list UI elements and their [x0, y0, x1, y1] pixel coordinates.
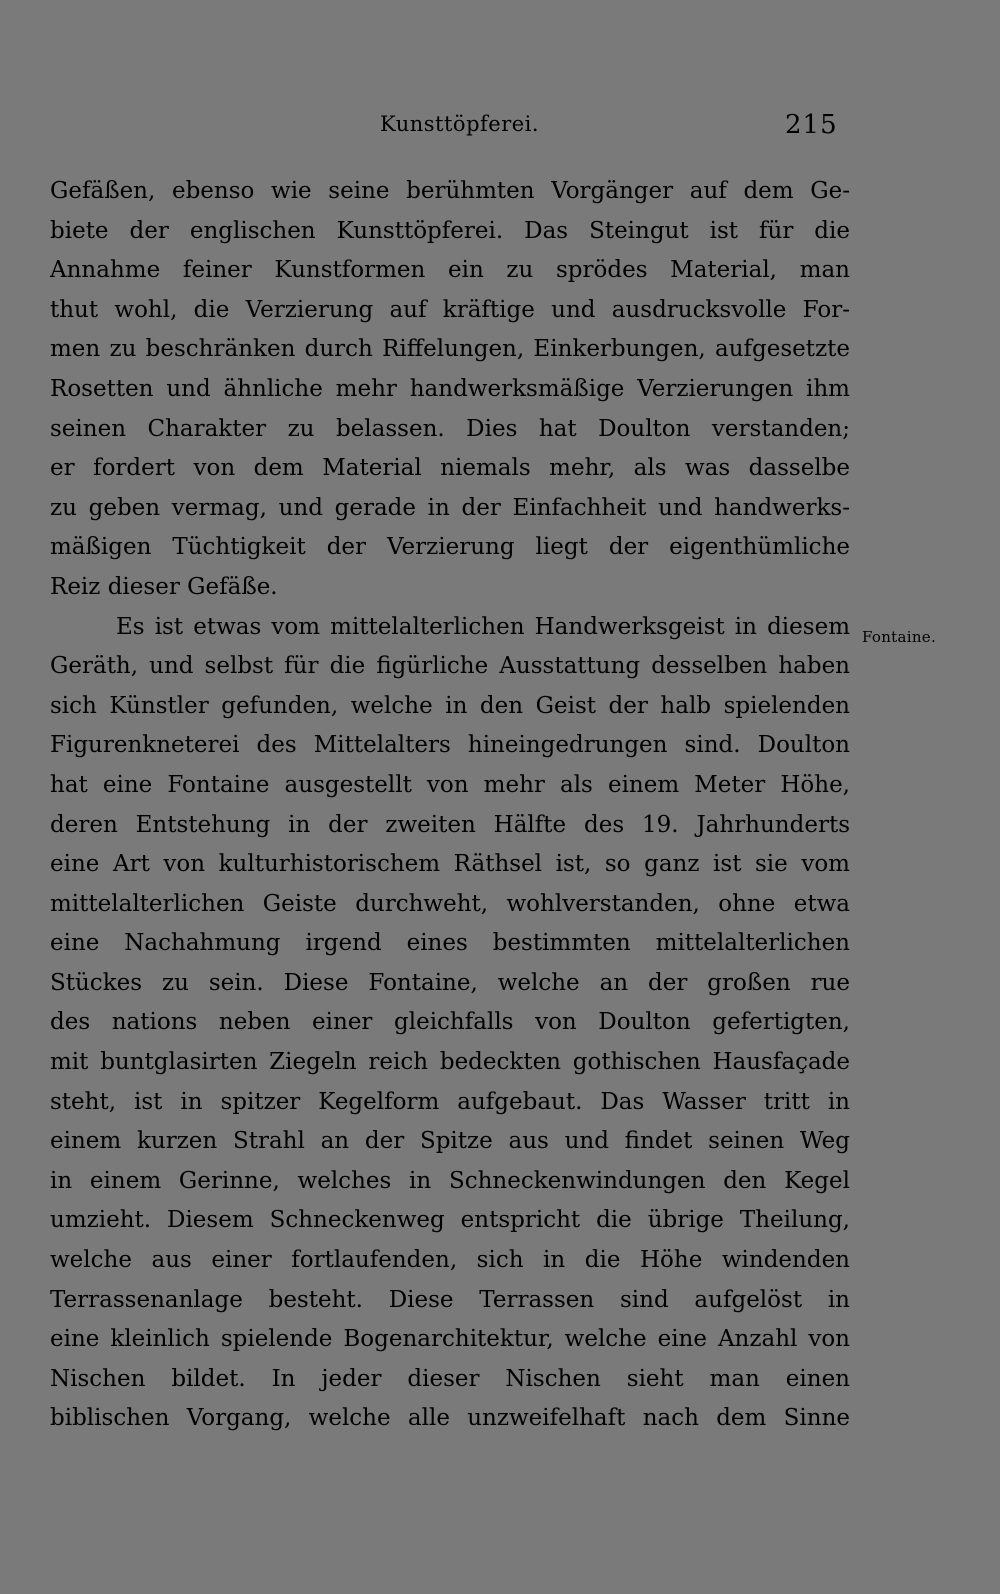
text-line: hat eine Fontaine ausgestellt von mehr als einem Meter Höhe,	[50, 771, 850, 798]
text-line: Gefäßen, ebenso wie seine berühmten Vorgänger auf dem Ge-	[50, 178, 850, 204]
text-line: sich Künstler gefunden, welche in den Geist der halb spielenden	[50, 692, 850, 719]
text-line: eine Nachahmung irgend eines bestimmten mittelalterlichen	[50, 930, 850, 957]
text-line: Geräth, und selbst für die figürliche Ausstattung desselben haben	[50, 653, 850, 680]
text-line: biete der englischen Kunsttöpferei. Das Steingut ist für die	[50, 217, 850, 244]
text-line: Figurenkneterei des Mittelalters hineingedrungen sind. Doulton	[50, 732, 850, 759]
text-line: Es ist etwas vom mittelalterlichen Handwerksgeist in diesem	[116, 613, 850, 640]
running-title: Kunsttöpferei.	[380, 112, 540, 136]
marginal-note: Fontaine.	[862, 628, 937, 646]
text-line: steht, ist in spitzer Kegelform aufgebaut. Das Wasser tritt in	[50, 1088, 850, 1115]
text-line: mittelalterlichen Geiste durchweht, wohlverstanden, ohne etwa	[50, 890, 850, 917]
page-number: 215	[785, 110, 838, 140]
text-line: eine kleinlich spielende Bogenarchitektur, welche eine Anzahl von	[50, 1326, 850, 1353]
text-line: seinen Charakter zu belassen. Dies hat Doulton verstanden;	[50, 415, 850, 442]
text-line: eine Art von kulturhistorischem Räthsel ist, so ganz ist sie vom	[50, 851, 850, 878]
body-text	[50, 172, 850, 1439]
text-line: Rosetten und ähnliche mehr handwerksmäßige Verzierungen ihm	[50, 375, 850, 402]
text-line: umzieht. Diesem Schneckenweg entspricht die übrige Theilung,	[50, 1207, 850, 1234]
text-line: mäßigen Tüchtigkeit der Verzierung liegt der eigenthümliche	[50, 534, 850, 561]
text-line: einem kurzen Strahl an der Spitze aus und findet seinen Weg	[50, 1128, 850, 1155]
text-line: Annahme feiner Kunstformen ein zu sprödes Material, man	[50, 257, 850, 284]
text-line: thut wohl, die Verzierung auf kräftige und ausdrucksvolle For-	[50, 296, 850, 323]
text-line: biblischen Vorgang, welche alle unzweifelhaft nach dem Sinne	[50, 1405, 850, 1432]
text-line: Terrassenanlage besteht. Diese Terrassen sind aufgelöst in	[50, 1286, 850, 1313]
text-line: Stückes zu sein. Diese Fontaine, welche an der großen rue	[50, 969, 850, 996]
text-line: Nischen bildet. In jeder dieser Nischen sieht man einen	[50, 1365, 850, 1392]
text-line: zu geben vermag, und gerade in der Einfachheit und handwerks-	[50, 494, 850, 521]
text-line: mit buntglasirten Ziegeln reich bedeckten gothischen Hausfaçade	[50, 1049, 850, 1076]
running-head	[0, 112, 1000, 152]
text-line: er fordert von dem Material niemals mehr, als was dasselbe	[50, 455, 850, 482]
text-line: Reiz dieser Gefäße.	[50, 573, 278, 600]
text-line: in einem Gerinne, welches in Schneckenwindungen den Kegel	[50, 1167, 850, 1194]
text-line: deren Entstehung in der zweiten Hälfte des 19. Jahrhunderts	[50, 811, 850, 838]
text-line: welche aus einer fortlaufenden, sich in die Höhe windenden	[50, 1247, 850, 1274]
text-line: des nations neben einer gleichfalls von Doulton gefertigten,	[50, 1009, 850, 1036]
text-line: men zu beschränken durch Riffelungen, Einkerbungen, aufgesetzte	[50, 336, 850, 363]
